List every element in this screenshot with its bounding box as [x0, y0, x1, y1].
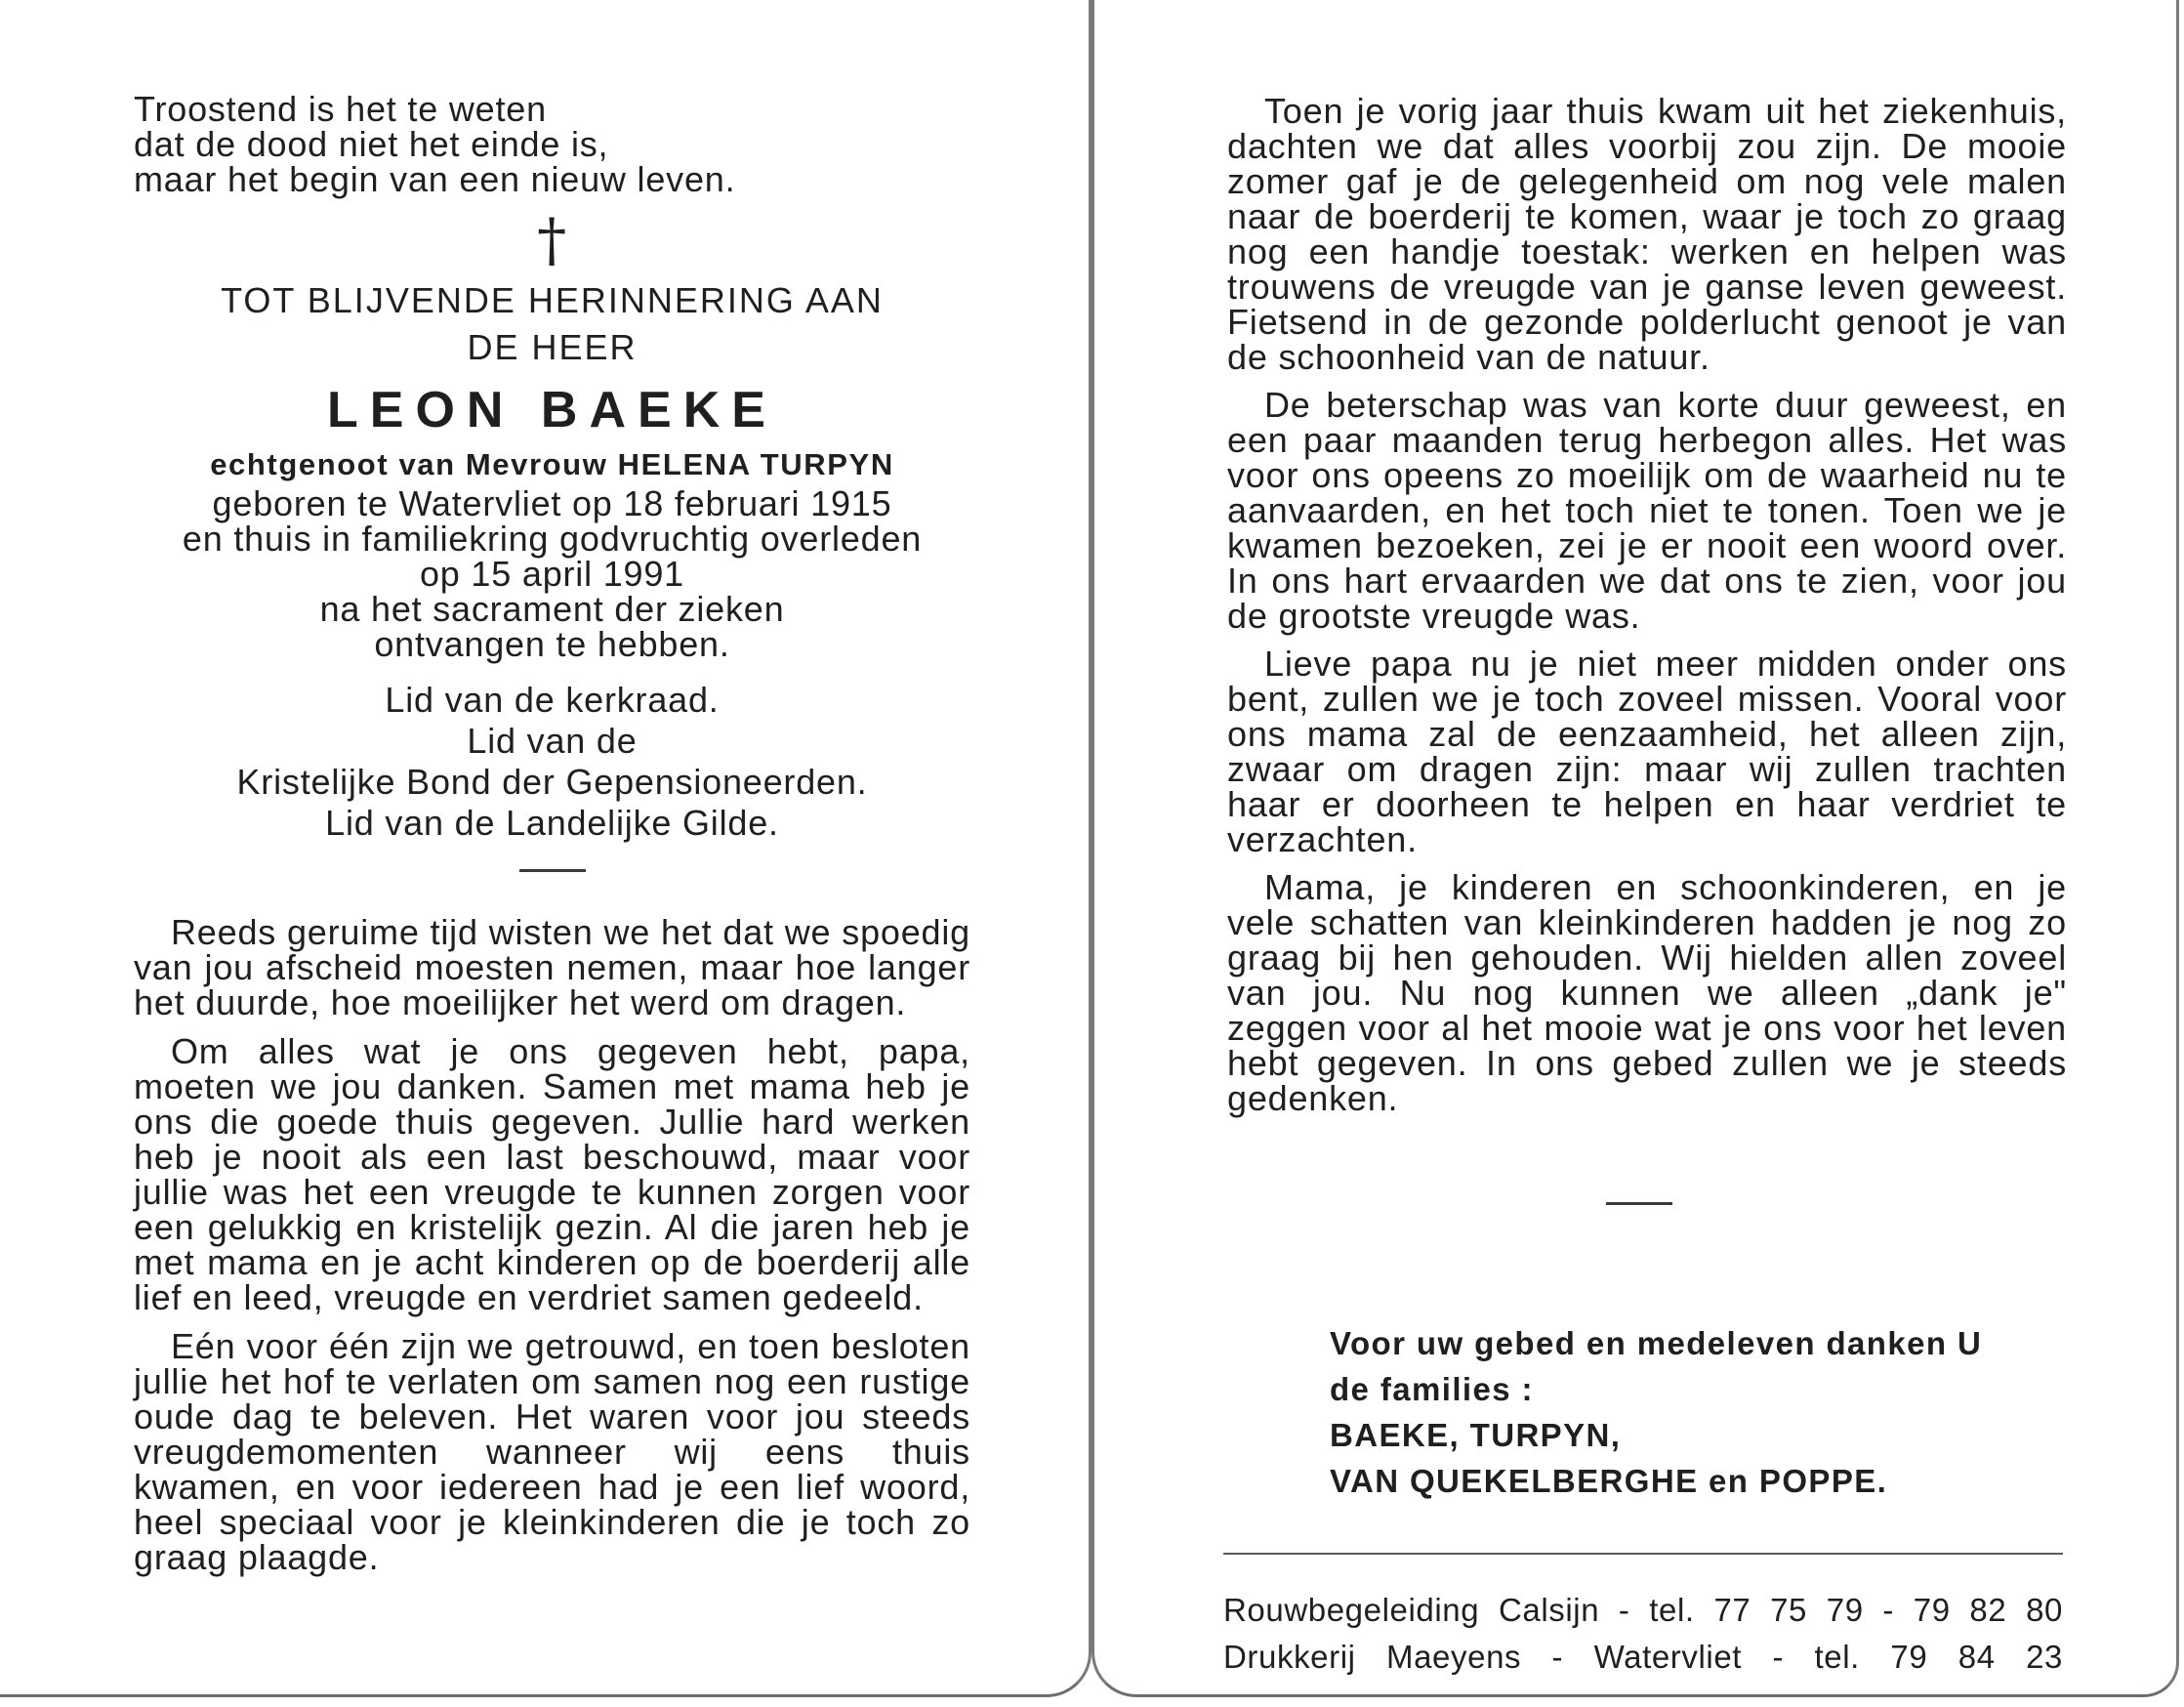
membership-line: Lid van de — [467, 721, 638, 761]
motto-line: maar het begin van een nieuw leven. — [134, 159, 736, 199]
motto-line: dat de dood niet het einde is, — [134, 124, 609, 164]
membership-line: Kristelijke Bond der Gepensioneerden. — [236, 762, 868, 802]
motto — [134, 89, 970, 199]
membership-line: Lid van de Landelijke Gilde. — [325, 803, 779, 843]
left-column — [134, 89, 970, 1589]
life-facts — [134, 483, 970, 664]
thanks-line: Voor uw gebed en medeleven danken U — [1330, 1325, 1983, 1361]
divider — [1606, 1202, 1672, 1205]
fact-line: op 15 april 1991 — [419, 554, 684, 594]
family-thanks — [1330, 1320, 2072, 1504]
printer-divider — [1223, 1553, 2063, 1555]
paragraph: Om alles wat je ons gegeven hebt, papa, moeten we jou danken. Samen met mama heb je ons die goede thuis gegeven. Jullie hard werken heb je nooit als een last beschouwd, maar voor jullie was het een vreugde te kunnen zorgen voor een gelukkig en kristelijk gezin. Al die jaren heb je met mama en je acht kinderen op de boerderij alle lief en leed, vreugde en verdriet samen gedeeld. — [134, 1031, 970, 1317]
printer-line: Drukkerij Maeyens - Watervliet - tel. 79 84 23 — [1223, 1639, 2063, 1675]
fact-line: geboren te Watervliet op 18 februari 1915 — [212, 483, 892, 523]
motto-line: Troostend is het te weten — [134, 89, 547, 129]
right-column — [1227, 91, 2067, 1129]
thanks-line: BAEKE, TURPYN, — [1330, 1417, 1622, 1453]
paragraph: Toen je vorig jaar thuis kwam uit het ziekenhuis, dachten we dat alles voorbij zou zijn. De mooie zomer gaf je de gelegenheid om nog vele malen naar de boerderij te komen, waar je toch zo graag nog een handje toestak: werken en helpen was trouwens de vreugde van je ganse leven geweest. Fietsend in de gezonde polderlucht genoot je van de schoonheid van de natuur. — [1227, 91, 2067, 377]
printer-info — [1223, 1587, 2063, 1681]
deceased-name: LEON BAEKE — [327, 382, 777, 438]
fact-line: en thuis in familiekring godvruchtig overleden — [182, 519, 923, 559]
cross-icon: † — [537, 206, 567, 274]
fact-line: ontvangen te hebben. — [374, 624, 730, 664]
memorial-heading — [134, 277, 970, 371]
memorial-heading-line: TOT BLIJVENDE HERINNERING AAN — [221, 280, 884, 320]
paragraph: Reeds geruime tijd wisten we het dat we spoedig van jou afscheid moesten nemen, maar hoe langer het duurde, hoe moeilijker het werd om dragen. — [134, 912, 970, 1022]
memberships — [134, 680, 970, 844]
membership-line: Lid van de kerkraad. — [385, 680, 720, 720]
paragraph: De beterschap was van korte duur geweest, en een paar maanden terug herbegon alles. Het was voor ons opeens zo moeilijk om de waarheid nu te aanvaarden, en het toch niet te tonen. Toen we je kwamen bezoeken, zei je er nooit een woord over. In ons hart ervaarden we dat ons te zien, voor jou de grootste vreugde was. — [1227, 385, 2067, 636]
thanks-line: VAN QUEKELBERGHE en POPPE. — [1330, 1463, 1888, 1499]
paragraph: Lieve papa nu je niet meer midden onder ons bent, zullen we je toch zoveel missen. Vooral voor ons mama zal de eenzaamheid, het alleen zijn, zwaar om dragen zijn: maar wij zullen trachten haar er doorheen te helpen en haar verdriet te verzachten. — [1227, 644, 2067, 859]
divider — [519, 869, 586, 872]
spouse-line: echtgenoot van Mevrouw HELENA TURPYN — [210, 447, 894, 481]
paragraph: Mama, je kinderen en schoonkinderen, en je vele schatten van kleinkinderen hadden je nog zo graag bij hen gehouden. Wij hielden allen zoveel van jou. Nu nog kunnen we alleen „dank je" zeggen voor al het mooie wat je ons voor het leven hebt gegeven. In ons gebed zullen we je steeds gedenken. — [1227, 867, 2067, 1118]
fact-line: na het sacrament der zieken — [319, 589, 785, 629]
memorial-heading-line: DE HEER — [467, 327, 638, 367]
paragraph: Eén voor één zijn we getrouwd, en toen besloten jullie het hof te verlaten om samen nog een rustige oude dag te beleven. Het waren voor jou steeds vreugdemomenten wanneer wij eens thuis kwamen, en voor iedereen had je een lief woord, heel speciaal voor je kleinkinderen die je toch zo graag plaagde. — [134, 1326, 970, 1577]
thanks-line: de families : — [1330, 1371, 1534, 1407]
printer-line: Rouwbegeleiding Calsijn - tel. 77 75 79 - 79 82 80 — [1223, 1592, 2063, 1628]
